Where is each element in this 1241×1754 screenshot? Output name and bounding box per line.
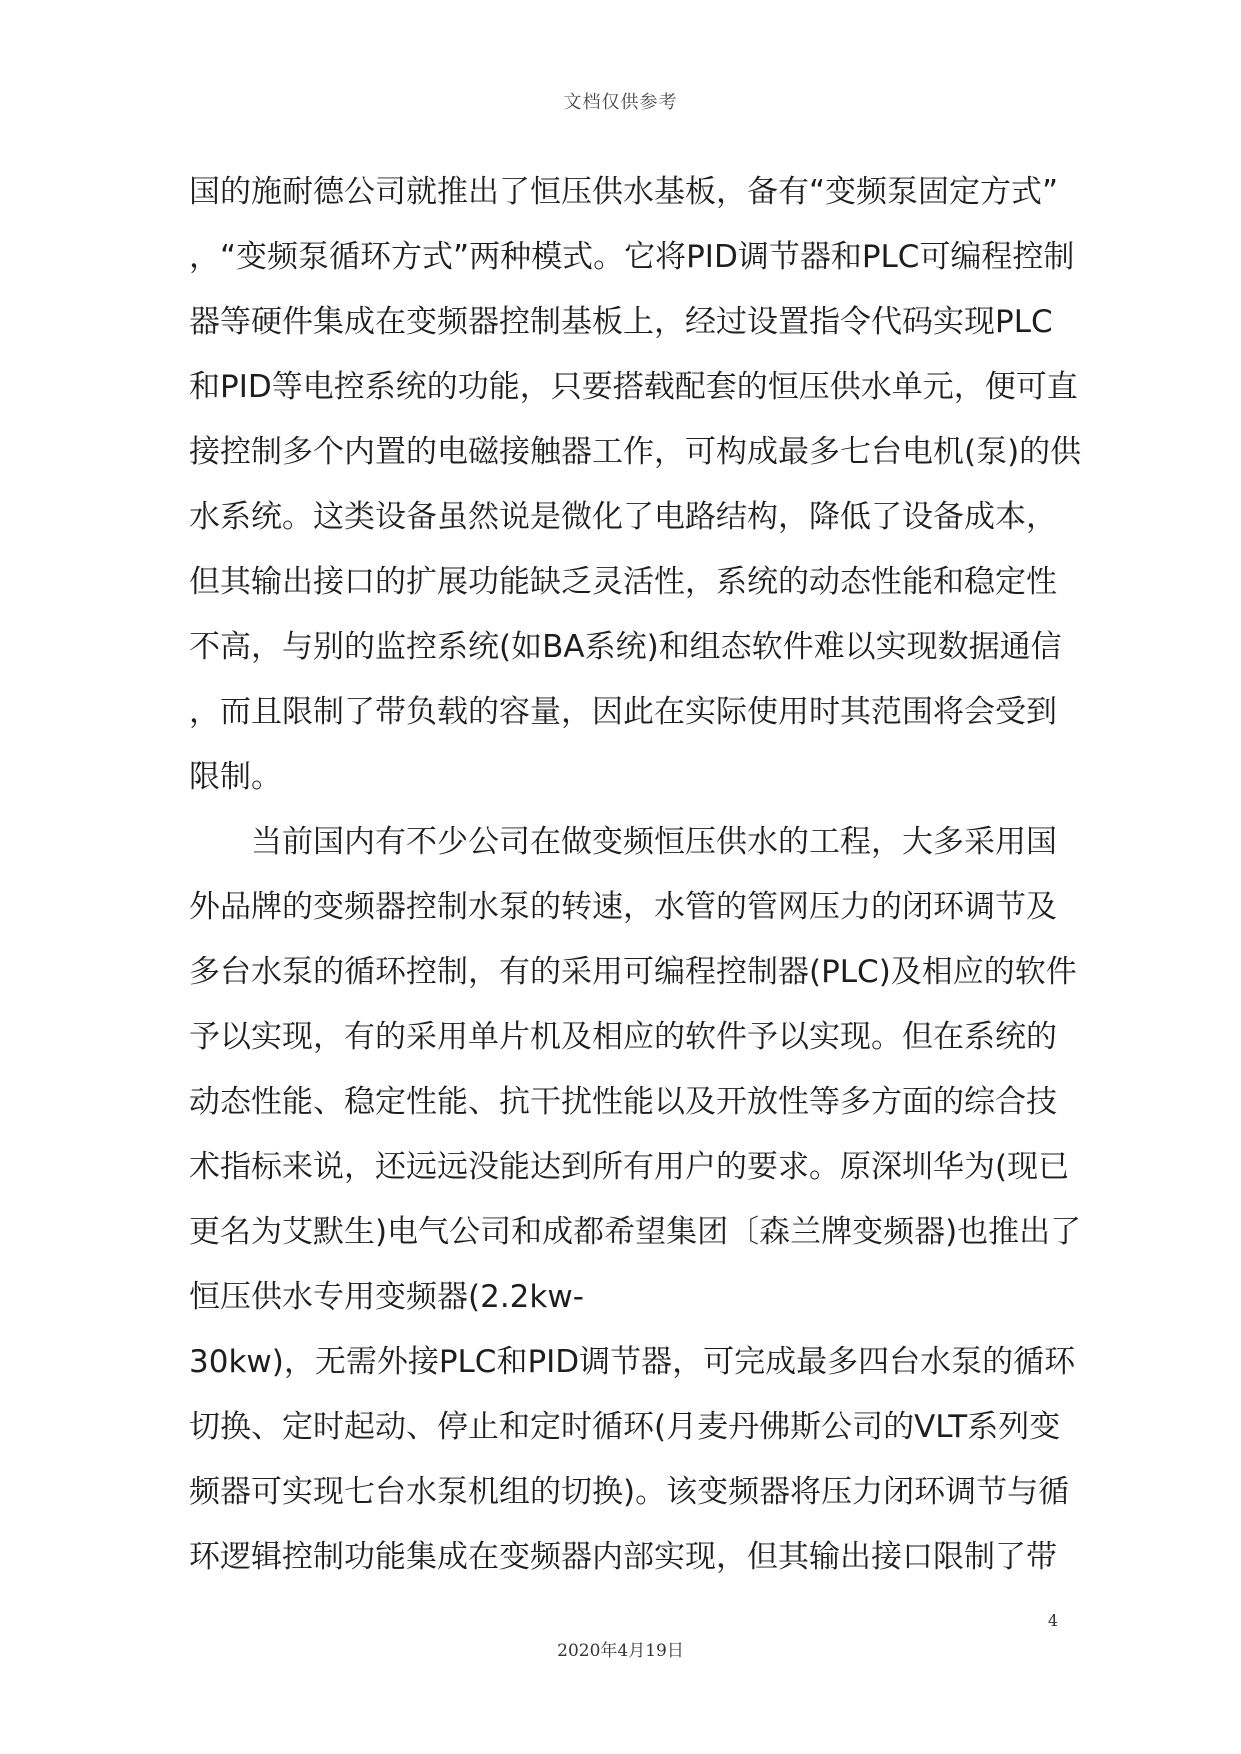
text-line: 但其输出接口的扩展功能缺乏灵活性，系统的动态性能和稳定性 [189, 564, 1057, 600]
text-line: 环逻辑控制功能集成在变频器内部实现，但其输出接口限制了带 [189, 1539, 1057, 1575]
text-line: 更名为艾默生)电气公司和成都希望集团〔森兰牌变频器)也推出了 [189, 1214, 1082, 1250]
text-line: 国的施耐德公司就推出了恒压供水基板，备有“变频泵固定方式” [189, 174, 1059, 210]
page-footer-date: 2020年4月19日 [557, 1641, 684, 1661]
page-header: 文档仅供参考 [563, 92, 678, 113]
text-line: 不高，与别的监控系统(如BA系统)和组态软件难以实现数据通信 [189, 629, 1062, 665]
text-line: 限制。 [189, 759, 282, 795]
page-number: 4 [1047, 1611, 1058, 1630]
text-line: 接控制多个内置的电磁接触器工作，可构成最多七台电机(泵)的供 [189, 434, 1082, 470]
text-line: ，而且限制了带负载的容量，因此在实际使用时其范围将会受到 [189, 694, 1057, 730]
text-line: 予以实现，有的采用单片机及相应的软件予以实现。但在系统的 [189, 1019, 1057, 1055]
text-line: 动态性能、稳定性能、抗干扰性能以及开放性等多方面的综合技 [189, 1084, 1057, 1120]
body-text [189, 160, 1082, 1590]
text-line: 和PID等电控系统的功能，只要搭载配套的恒压供水单元，便可直 [189, 369, 1078, 405]
text-line: 多台水泵的循环控制，有的采用可编程控制器(PLC)及相应的软件 [189, 954, 1077, 990]
text-line: ，“变频泵循环方式”两种模式。它将PID调节器和PLC可编程控制 [189, 239, 1075, 275]
text-line: 器等硬件集成在变频器控制基板上，经过设置指令代码实现PLC [189, 304, 1053, 340]
text-line: 水系统。这类设备虽然说是微化了电路结构，降低了设备成本， [189, 499, 1057, 535]
text-line: 外品牌的变频器控制水泵的转速，水管的管网压力的闭环调节及 [189, 889, 1057, 925]
text-line: 当前国内有不少公司在做变频恒压供水的工程，大多采用国 [189, 824, 1057, 860]
text-line: 频器可实现七台水泵机组的切换)。该变频器将压力闭环调节与循 [189, 1474, 1070, 1510]
text-line: 切换、定时起动、停止和定时循环(月麦丹佛斯公司的VLT系列变 [189, 1409, 1061, 1445]
text-line: 术指标来说，还远远没能达到所有用户的要求。原深圳华为(现已 [189, 1149, 1070, 1185]
text-line: 30kw)，无需外接PLC和PID调节器，可完成最多四台水泵的循环 [189, 1344, 1076, 1380]
text-line: 恒压供水专用变频器(2.2kw- [189, 1279, 584, 1315]
